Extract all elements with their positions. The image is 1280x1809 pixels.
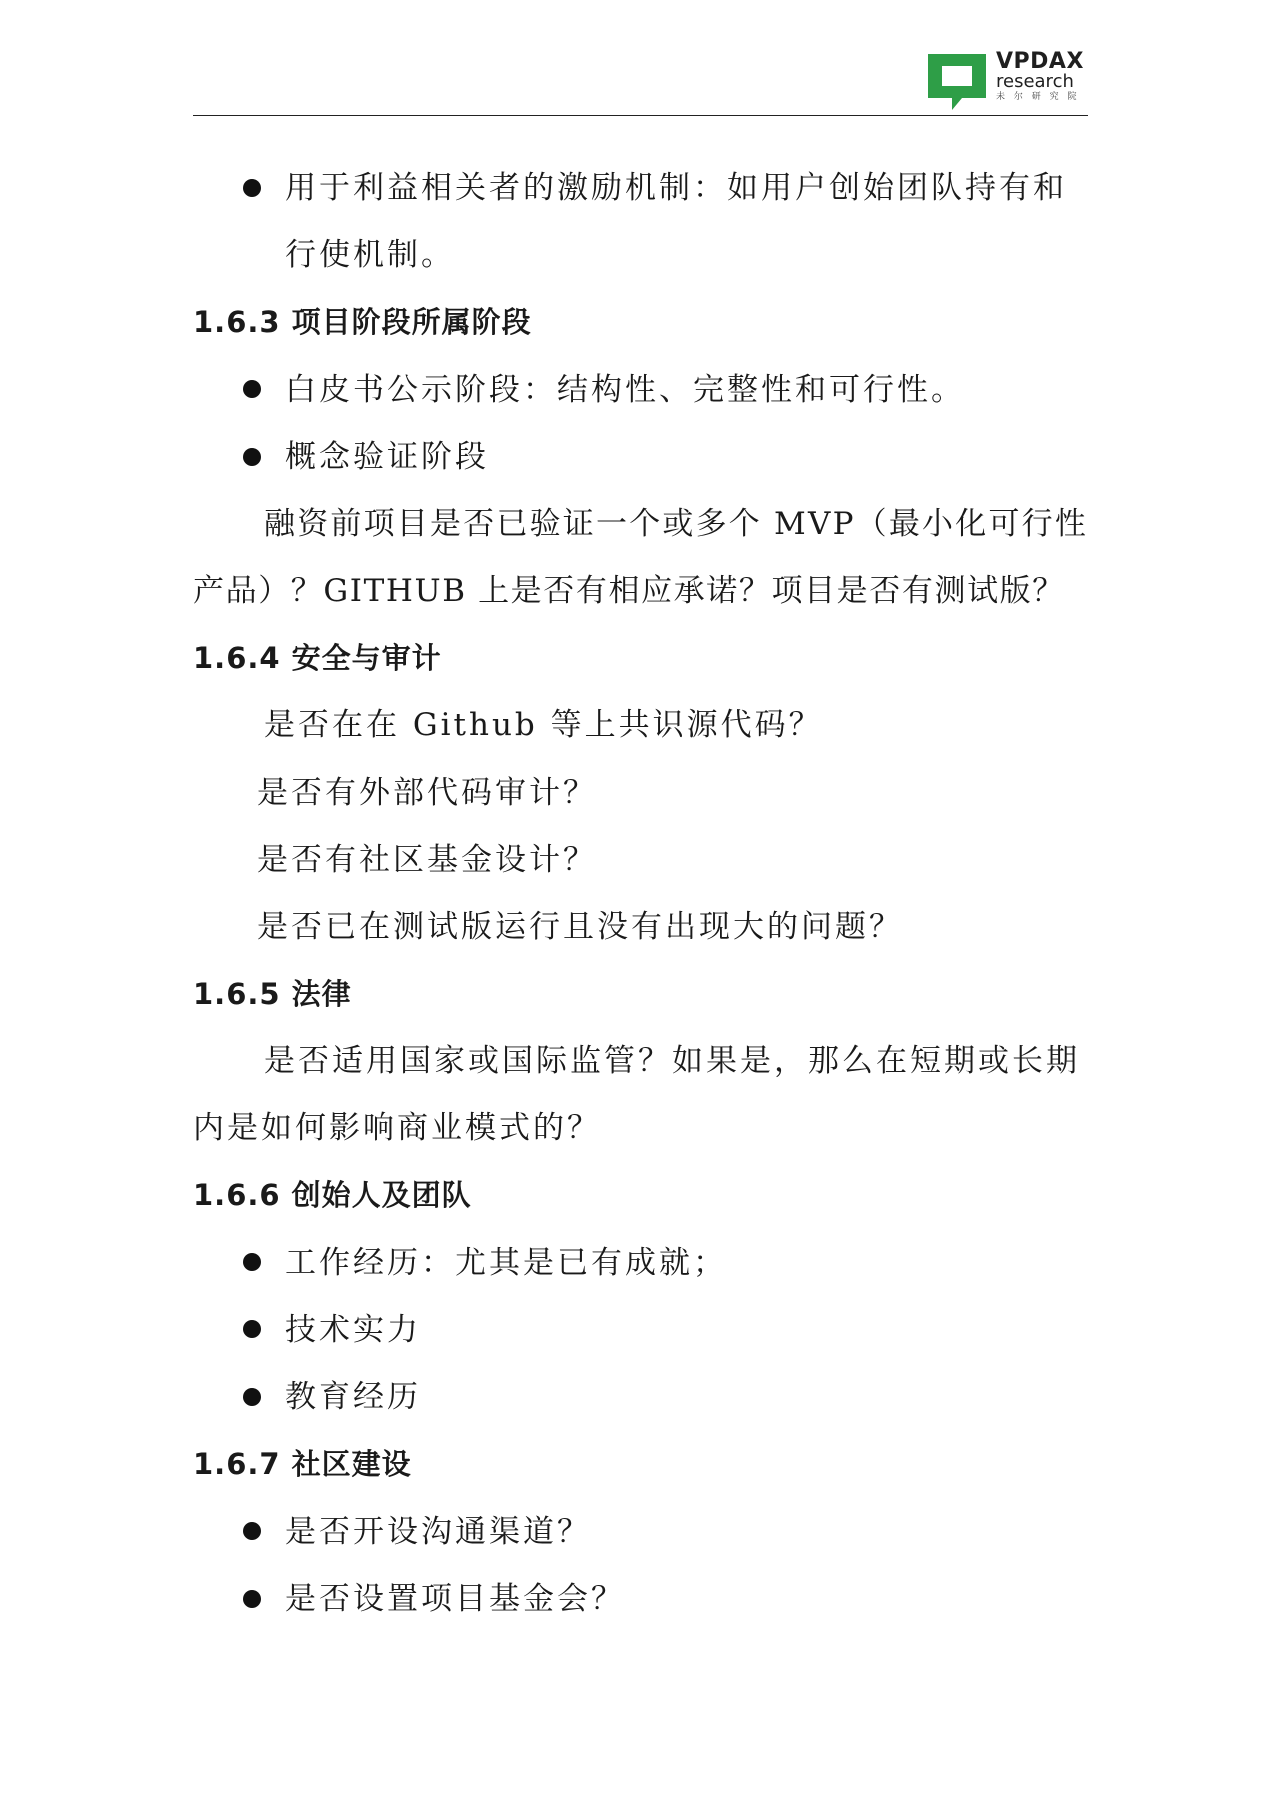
bullet-text: 工作经历：尤其是已有成就；: [285, 1245, 727, 1281]
section-heading-1-6-4: 1.6.4 安全与审计: [193, 641, 442, 675]
vpdax-logo: [928, 50, 1088, 110]
header-divider: [193, 115, 1088, 116]
bullet-text: 用于利益相关者的激励机制：如用户创始团队持有和: [285, 170, 1067, 206]
bullet-icon: [243, 1253, 261, 1271]
logo-brand-text: VPDAX: [996, 49, 1084, 74]
bullet-icon: [243, 1388, 261, 1406]
bullet-text: 教育经历: [285, 1379, 421, 1415]
bullet-icon: [243, 179, 261, 197]
paragraph-line: 产品）？GITHUB 上是否有相应承诺？项目是否有测试版？: [193, 573, 1065, 609]
section-heading-1-6-3: 1.6.3 项目阶段所属阶段: [193, 305, 532, 339]
bullet-text: 白皮书公示阶段：结构性、完整性和可行性。: [285, 372, 965, 408]
question-line: 是否有社区基金设计？: [257, 842, 597, 878]
bullet-text-continued: 行使机制。: [285, 237, 455, 273]
question-line: 是否有外部代码审计？: [257, 775, 597, 811]
bullet-text: 概念验证阶段: [285, 439, 489, 475]
logo-research-text: research: [996, 71, 1074, 92]
section-heading-1-6-7: 1.6.7 社区建设: [193, 1447, 412, 1481]
bullet-text: 是否开设沟通渠道？: [285, 1514, 591, 1550]
bullet-icon: [243, 1320, 261, 1338]
paragraph-line: 内是如何影响商业模式的？: [193, 1110, 601, 1146]
bullet-icon: [243, 1522, 261, 1540]
question-line: 是否已在测试版运行且没有出现大的问题？: [257, 909, 903, 945]
paragraph-line: 是否适用国家或国际监管？如果是，那么在短期或长期: [264, 1043, 1080, 1079]
bullet-text: 技术实力: [285, 1312, 421, 1348]
speech-bubble-logo-icon: [928, 54, 986, 110]
section-heading-1-6-5: 1.6.5 法律: [193, 977, 352, 1011]
bullet-text: 是否设置项目基金会？: [285, 1581, 625, 1617]
logo-chinese-text: 未 尔 研 究 院: [996, 92, 1080, 102]
question-line: 是否在在 Github 等上共识源代码？: [264, 707, 823, 743]
section-heading-1-6-6: 1.6.6 创始人及团队: [193, 1178, 472, 1212]
bullet-icon: [243, 448, 261, 466]
bullet-icon: [243, 380, 261, 398]
bullet-icon: [243, 1590, 261, 1608]
paragraph-line: 融资前项目是否已验证一个或多个 MVP（最小化可行性: [264, 506, 1089, 542]
